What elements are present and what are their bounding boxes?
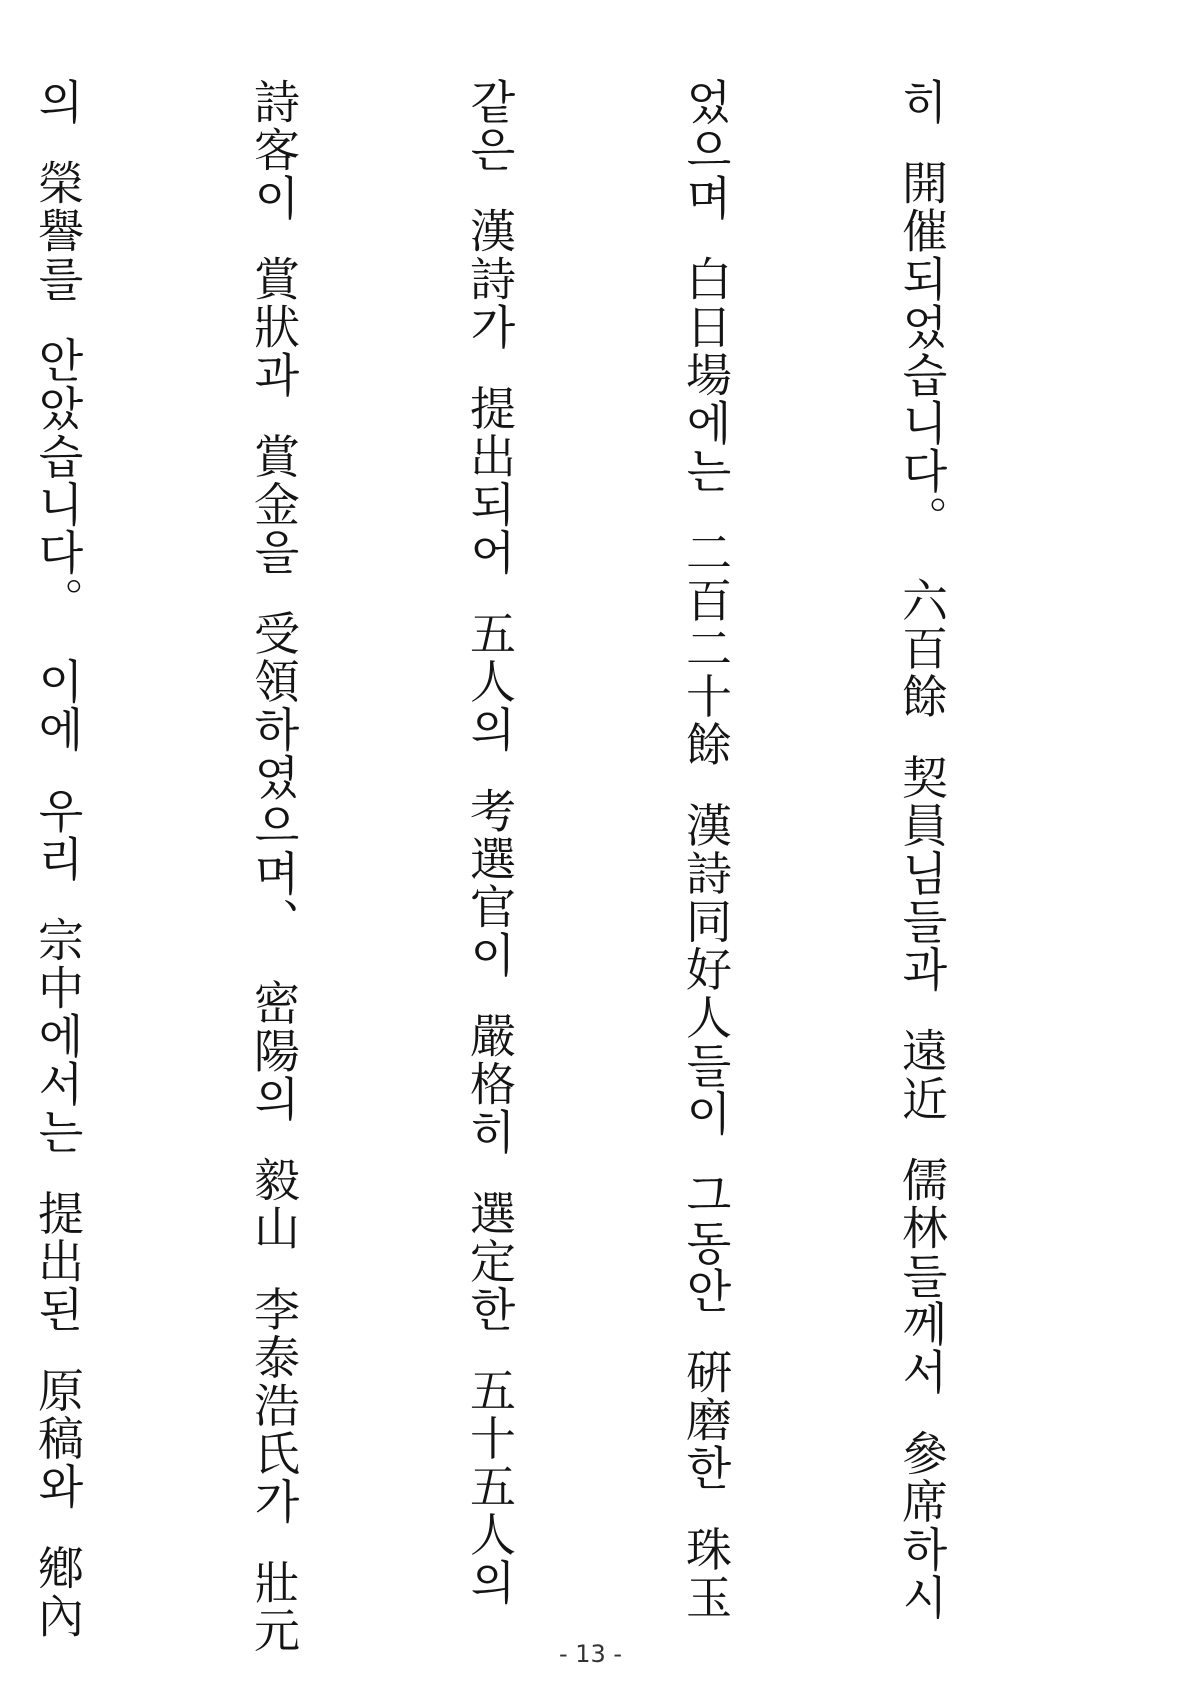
text-line: 같은 漢詩가 提出되어 五人의 考選官이 嚴格히 選定한 五十五人의 bbox=[463, 78, 517, 1607]
page-number: - 13 - bbox=[558, 1640, 623, 1668]
text-line: 의 榮譽를 안았습니다。 이에 우리 宗中에서는 提出된 原稿와 鄕內 bbox=[31, 78, 85, 1640]
text-line: 히 開催되었습니다。 六百餘 契員님들과 遠近 儒林들께서 參席하시 bbox=[895, 78, 949, 1622]
text-line: 詩客이 賞狀과 賞金을 受領하였으며、 密陽의 毅山 李泰浩氏가 壯元 bbox=[247, 78, 301, 1655]
text-line: 었으며 白日場에는 二百二十餘 漢詩同好人들이 그동안 硏磨한 珠玉 bbox=[679, 78, 733, 1622]
